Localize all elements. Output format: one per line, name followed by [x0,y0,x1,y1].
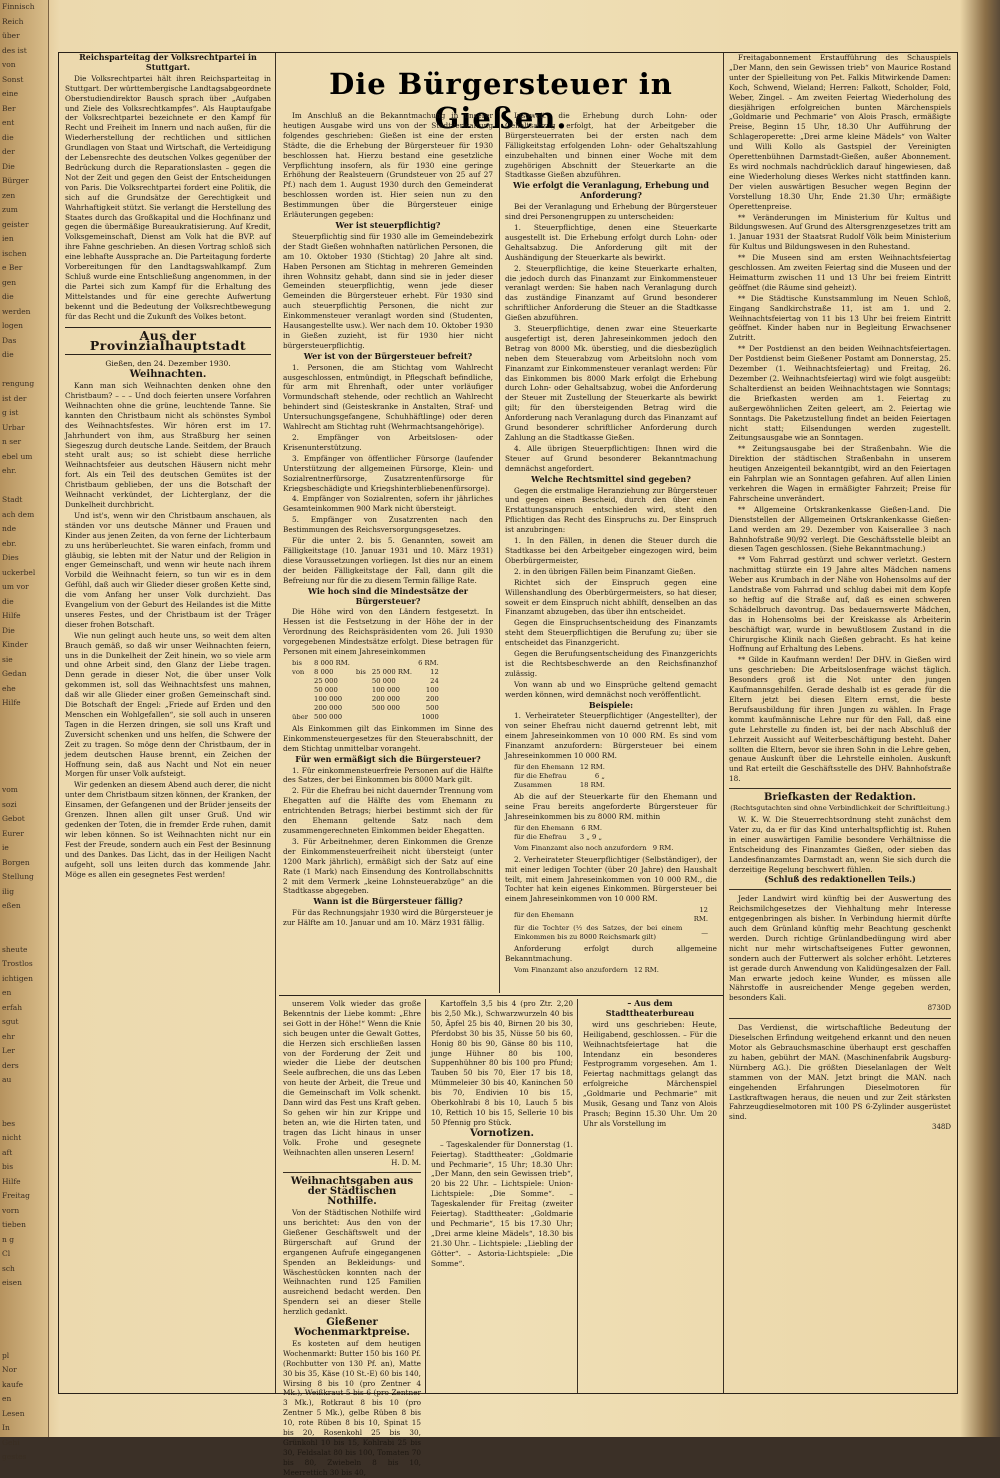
edge-text-fragment: Hilfe [2,1176,21,1186]
article-paragraph: 1. In den Fällen, in denen die Steuer durch die Stadtkasse bei den Arbeitgeber eingezogen wird, beim Oberbürgermeister, [505,536,717,565]
editorial-end-marker: (Schluß des redaktionellen Teils.) [764,874,916,885]
local-news: ** Gilde in Kaufmann werden! Der DHV. in Gießen wird uns geschrieben: Die Arbeitslosenfrage wächst täglich. Besonders groß ist die Not unter den jungen Kaufmannsgehilfen. Gerade deshalb ist es gerade für die Eltern jetzt bei diesen Eltern ernst, die beste Berufsausbildung für ihren Jungen zu wählen. In Frage kommt kaufmännische Lehre nur für den Fall, daß eine gute Lehrstelle zu finden ist, bei der nach Abschluß der Lehrzeit Aussicht auf Weiterbeschäftigung besteht. Daher sollten die Eltern, bevor sie ihren Sohn in die Lehre geben, genaue Auskunft über die Lehrstelle einholen. Auskunft und Rat erteilt die Geschäftsstelle des DHV. Bahnhofstraße 18. [729,655,951,784]
table-cell [353,713,369,722]
exemption-item: 1. Personen, die am Stichtag vom Wahlrecht ausgeschlossen, entmündigt, in Pflegschaft befindliche, für arm mit Ehrenhaft, oder unter vorläufiger Vormundschaft stehende, oder rechtlich an Wahlrecht behindert sind (Geisteskranke in Anstalten, Straf- und Untersuchungsgefangene, Schuhhäftlinge) oder deren Wahlrecht am Stichtag ruht (Wehrmachtsangehörige). [283,362,493,432]
column-rule [275,53,276,1393]
edge-text-fragment: Urbar [2,422,25,432]
edge-text-fragment: Borgen [2,857,30,867]
edge-text-fragment: aft [2,1147,13,1157]
table-row [511,763,608,772]
edge-text-fragment: die [2,132,14,142]
christmas-paragraph: Und ist's, wenn wir den Christbaum anschauen, als ständen vor uns deutsche Männer und Frauen und Kinder aus jenen Zeiten, da von ferne der Lichterbaum zu uns herüberleuchtet. Sie waren einfach, fromm und gläubig, sie lebten mit der Natur und der Religion in enger Gemeinschaft, und wenn wir heute nach ihrem Vorbild die Weihnacht feiern, so tun wir es in dem Gefühl, daß auch wir Glieder dieser großen Kette sind, die vom Anfang her unser Volk durchzieht. Das Evangelium von der Geburt des Heilandes ist die Mitte unseres Festes, und der Christbaum ist der Träger dieser frohen Botschaft. [65,510,271,629]
table-cell: 100 000 [371,685,400,694]
local-news: ** Zeitungsausgabe bei der Straßenbahn. Wie die Direktion der städtischen Straßenbahn in unserem heutigen Anzeigenteil bekanntgibt, wird an den Feiertagen ein Fahrplan wie an Sonntagen gefahren. Auf allen Linien verkehren die Wagen in ermäßigter Fahrzeit; Preise für Fahrscheine unverändert. [729,444,951,503]
edge-text-fragment [0,1291,48,1306]
edge-text-fragment: ien [2,234,14,243]
edge-text-fragment: ders [2,1060,19,1070]
edge-text-fragment: eisen [2,1278,22,1287]
edge-text-fragment: en [2,1394,12,1403]
table-cell: Zusammen [514,781,552,789]
table-row [511,906,711,924]
divider [729,889,951,890]
edge-text-fragment: bis [2,1162,14,1171]
edge-text-fragment [0,711,48,726]
advertorial-text: Jeder Landwirt wird künftig bei der Auswertung des Reichsmilchgesetzes der Viehhaltung mehr Interesse entgegenbringen als bisher. In Verbindung hiermit dürfte auch dem Grünland künftig mehr Beachtung geschenkt werden. Durch richtige Grünlandbedüngung wird aber nicht nur mehr wirtschaftseigenes Futter gewonnen, sondern auch der Futterwert als solcher erhöht. Letzteres ist gerade durch Anwendung von Kalidüngesalzen der Fall. Man erwarte jedoch keine Wunder, es müssen alle Nährstoffe in ausreichender Menge gegeben werden, besonders Kali. [729,894,951,1003]
mailbox-disclaimer: (Rechtsgutachten sind ohne Verbindlichkeit der Schriftleitung.) [730,804,950,813]
edge-text-fragment: werden [2,306,31,316]
column-3 [505,111,717,993]
advertorial-text: Das Verdienst, die wirtschaftliche Bedeutung der Dieselschen Erfindung weitgehend erkannt und den neuen Motor als Gebrauchsmaschine überhaupt erst geschaffen zu haben, gebührt der MAN. (Maschinenfabrik Augsburg-Nürnberg AG.). Die größten Dieselanlagen der Welt stammen von der MAN. Jetzt bringt die MAN. nach eingehenden Erfahrungen Dieselmotoren für Lastkraftwagen heraus, die neuen und zur Zeit stärksten Fahrzeugdieselmotoren mit 100 PS 6-Zylinder ausgerüstet sind. [729,1023,951,1122]
article-paragraph: Von wann ab und wo Einsprüche geltend gemacht werden können, wird demnächst noch veröffentlicht. [505,679,717,699]
edge-text-fragment: Eurer [2,828,24,838]
table-cell: 500 [425,703,439,712]
table-cell: 24 [430,676,439,685]
question-heading: Welche Rechtsmittel sind gegeben? [531,473,691,484]
page-frame [58,52,958,1477]
advertorial-code: 348D [932,1123,951,1132]
table-cell: für den Ehemann [514,763,574,771]
theater-headline: – Aus dem Stadttheaterbureau [605,998,695,1018]
edge-text-fragment: Die [2,161,15,171]
table-cell: 200 000 [314,703,343,712]
section-title: Aus der Provinzialhauptstadt [65,327,271,355]
table-cell [353,704,369,713]
divider [283,1172,421,1173]
table-cell: 50 000 [371,676,396,685]
table-cell: 8 000 [314,667,334,676]
mailbox-headline: Briefkasten der Redaktion. [764,792,916,804]
table-cell: 9 RM. [652,843,674,852]
edge-text-fragment [0,479,48,494]
edge-text-fragment: sch [2,1263,15,1273]
party-headline: Reichsparteitag der Volksrechtpartei in Stuttgart. [79,52,257,72]
edge-text-fragment: Ber [2,103,16,113]
bottom-column-c [583,999,717,1389]
edge-text-fragment [0,754,48,769]
edge-text-fragment: Das [2,335,17,345]
table-cell: 50 000 [314,685,338,694]
article-paragraph: Die Höhe wird von den Ländern festgesetzt. In Hessen ist die Festsetzung in der Höhe der in der Verordnung des Reichspräsidenten vom 26. Juli 1930 vorgegebenen Mindestsätze erfolgt. Diese betragen für Personen mit einem Jahreseinkommen [283,607,493,657]
edge-text-fragment: ebr. [2,538,17,548]
party-article: Die Volksrechtpartei hält ihren Reichsparteitag in Stuttgart. Der württembergische Landtagsabgeordnete Oberstudiendirektor Bausch sprach über „Aufgaben und Ziele des Volksrechtkampfes“. Als Hauptaufgabe der Volksrechtpartei bezeichnete er den Kampf für Recht und Freiheit im Innern und nach außen, für die Wiederherstellung der rechtlichen und sittlichen Grundlagen von Staat und Wirtschaft, die Verteidigung der Lebensrechte des deutschen Volkes gegenüber der Bedrückung durch die Reparationslasten – gegen die Not der Zeit und gegen den Geist der Entscheidungen von Paris. Die Volksrechtpartei fordert eine Politik, die sich auf die Grundsätze der Gerechtigkeit und Wahrhaftigkeit stützt. Sie verlangt die Herstellung des Staates durch das Großkapital und die Hochfinanz und gegen die übermäßige Bureaukratisierung. Auf Kredit, Volksgemeinschaft, Dienst am Volk hat die BVP. auf ihre Fahne geschrieben. An diesen Vortrag schloß sich eine lebhafte Aussprache an. Die Parteitagung forderte Vorbereitungen für den Landtagswahlkampf. Zum Schluß wurde eine Entschließung angenommen, in der die Partei sich zum Kampf für die Erhaltung des Mittelstandes und für eine gerechte Aufwertung bekennt und die Bedeutung der Volksrechtbewegung für das Recht und die Zukunft des Volkes betont. [65,73,271,321]
local-news: ** Die Museen sind am ersten Weihnachtsfeiertag geschlossen. Am zweiten Feiertag sind die Museen und der Heimatturm zwischen 11 und 13 Uhr bei freiem Eintritt geöffnet (die Räume sind geheizt). [729,253,951,292]
edge-text-fragment: Hilfe [2,698,21,707]
reduction-item: 2. Für die Ehefrau bei nicht dauernder Trennung vom Ehegatten auf die Hälfte des vom Ehemann zu entrichtenden Betrags; hierbei bestimmt sich der für den Ehemann geltende Satz nach dem zusammengerechneten Einkommen beider Ehegatten. [283,786,493,835]
table-cell [289,677,311,686]
edge-text-fragment [0,1305,48,1320]
example-table [511,906,711,942]
table-cell: 12 RM. [693,906,708,924]
divider [729,1018,951,1019]
local-news: ** Der Postdienst an den beiden Weihnachtsfeiertagen. Der Postdienst beim Gießener Postamt am Donnerstag, 25. Dezember (1. Weihnachtsfeiertag) und Freitag, 26. Dezember (2. Weihnachtsfeiertag) wird wie folgt ausgeübt: Schalterdienst an beiden Weihnachtstagen wie Sonntags; die Briefkasten werden am 1. Feiertag zu außergewöhnlichen Zeiten geleert, am 2. Feiertag wie Sonntags. Die Paketzustellung findet an beiden Feiertagen nicht statt; Eilsendungen werden zugestellt. Zeitungsausgabe wie an Sonntagen. [729,344,951,443]
column-rule [499,111,500,993]
edge-text-fragment: Stellung [2,872,34,881]
edge-text-fragment: gen [2,277,17,287]
table-cell [369,713,415,722]
market-prices: Es kosteten auf dem heutigen Wochenmarkt: Butter 150 bis 160 Pf. (Rochbutter von 130 Pf. an), Matte 30 bis 35, Käse (10 St.-E) 60 bis 140, Wirsing 8 bis 10 (pro Zentner 4 Mk.), Weißkraut 5 bis 6 (pro Zentner 3 Mk.), Rotkraut 8 bis 10 (pro Zentner 5 Mk.), gelbe Rüben 8 bis 10, rote Rüben 8 bis 10, Spinat 15 bis 20, Rosenkohl 25 bis 30, Grünkohl 10 bis 15, Kohlrabi 25 bis 30, Feldsalat 80 bis 100, Tomaten 70 bis 80, Zwiebeln 8 bis 10, Meerrettich 30 bis 40, [283,1338,421,1477]
table-row [289,695,442,704]
market-prices-continued: Kartoffeln 3,5 bis 4 (pro Ztr. 2,20 bis 2,50 Mk.), Schwarzwurzeln 40 bis 50, Äpfel 25 bis 40, Birnen 20 bis 30, Pferdobst 30 bis 35, Nüsse 50 bis 60, Honig 80 bis 90, Gänse 80 bis 110, junge Hühner 80 bis 100, Suppenhühner 80 bis 100 pro Pfund; Tauben 50 bis 70, Eier 17 bis 18, Mümmeleier 30 bis 40, Kaninchen 50 bis 70, Endivien 10 bis 15, Oberkohlrabi 8 bis 10, Lauch 5 bis 10, Rettich 10 bis 15, Sellerie 10 bis 50 Pfennig pro Stück. [431,999,573,1127]
edge-text-fragment [0,725,48,740]
table-cell: 8 000 RM. [314,658,350,667]
edge-text-fragment: erfah [2,1002,23,1012]
table-cell [289,695,311,704]
table-cell: 1000 [421,712,439,721]
article-paragraph: Gegen die erstmalige Heranziehung zur Bürgersteuer und gegen einen Bescheid, durch den über einen Erstattungsanspruch entschieden wird, steht den Pflichtigen das Recht des Einspruchs zu. Der Einspruch ist anzubringen: [505,485,717,535]
edge-text-fragment: ischen [2,248,27,258]
table-row [511,781,608,790]
table-cell: für die Tochter (½ des Satzes, der bei einem Einkommen bis zu 8000 Reichsmark gilt) [514,924,683,942]
table-row [289,713,442,722]
edge-text-fragment: vorn [2,1205,20,1215]
table-cell: 6 RM. [418,658,439,667]
edge-text-fragment: ichtigen [2,973,33,983]
article-paragraph: Für das Rechnungsjahr 1930 wird die Bürgersteuer je zur Hälfte am 10. Januar und am 10. März 1931 fällig. [283,908,493,928]
edge-text-fragment: Trostlos [2,959,33,968]
edge-text-fragment: Kinder [2,640,28,649]
table-cell: 3 „ 9 „ [579,832,603,841]
edge-text-fragment: Sonst [2,74,24,84]
table-cell: bis [292,658,303,667]
local-news: ** Allgemeine Ortskrankenkasse Gießen-Land. Die Dienststellen der Allgemeinen Ortskrankenkasse Gießen-Land werden am 29. Dezember von Kaiserallee 3 nach Bahnhofstraße 90/92 verlegt. Die Geschäftsstelle bleibt an diesen Tagen geschlossen. (Siehe Bekanntmachung.) [729,504,951,554]
edge-text-fragment: sgut [2,1017,19,1026]
example-text: 2. Verheirateter Steuerpflichtiger (Selbständiger), der mit einer ledigen Tochter (über 20 Jahre) den Haushalt teilt, mit einem Jahreseinkommen von 10 000 RM., die Tochter hat kein eigenes Einkommen. Bürgersteuer bei einem Jahreseinkommen von 10 000 RM. [505,854,717,904]
edge-text-fragment: bes [2,1118,16,1128]
table-cell: 18 RM. [579,781,605,789]
reduction-item: 1. Für einkommensteuerfreie Personen auf die Hälfte des Satzes, der bei Einkommen bis 8000 Mark gilt. [283,765,493,785]
announcements-text: – Tageskalender für Donnerstag (1. Feiertag). Stadttheater: „Goldmarie und Pechmarie“, 15 Uhr; 18.30 Uhr: „Der Mann, den sein Gewissen trieb“, 20 bis 22 Uhr. – Lichtspiele: Union-Lichtspiele: „Die Somme“. – Tageskalender für Freitag (zweiter Feiertag). Stadttheater: „Goldmarie und Pechmarie“, 15 bis 17.30 Uhr; „Drei arme kleine Mädels“, 18.30 bis 21.30 Uhr. – Lichtspiele: „Liebling der Götter“. – Astoria-Lichtspiele: „Die Somme“. [431,1139,573,1268]
article-paragraph: Richtet sich der Einspruch gegen eine Willenshandlung des Oberbürgermeisters, so hat dieser, soweit er dem Einspruch nicht abhilft, denselben an das Finanzamt abzugeben, das über ihn entscheidet. [505,577,717,617]
edge-text-fragment: des ist [2,45,27,55]
edge-text-fragment: der [2,147,15,156]
edge-text-fragment: ehe [2,683,16,693]
edge-text-fragment [0,1334,48,1349]
edge-text-fragment [0,769,48,784]
edge-text-fragment: sheute [2,944,28,954]
table-cell: 500 000 [371,703,400,712]
christmas-paragraph: Wie nun gelingt auch heute uns, so weit dem alten Brauch gemäß, so daß wir unser Weihnachten feiern, uns in die Dunkelheit der Zeit hinein, wo so viele arm und ohne Arbeit sind, den Glanz der Liebe tragen. Denn gerade in dieser Not, die über unser Volk gekommen ist, soll das Weihnachtsfest uns mahnen, daß wir alle Glieder einer großen Gemeinschaft sind. Die Botschaft der Engel: „Friede auf Erden und den Menschen ein Wohlgefallen“, sie soll auch in unseren Tagen in die Herzen dringen, sie soll uns Kraft und Zuversicht schenken und uns helfen, die Schwere der Zeit zu tragen. So möge denn der Christbaum, der in jedem deutschen Hause brennt, ein Zeichen der Hoffnung sein, daß aus Nacht und Not ein neuer Morgen für unser Volk aufsteigt. [65,630,271,779]
dateline: Gießen, den 24. Dezember 1930. [105,359,231,369]
adjacent-page-edge [0,0,49,1461]
question-heading: Für wen ermäßigt sich die Bürgersteuer? [295,753,481,764]
edge-text-fragment: ehr [2,1031,15,1041]
examples-heading: Beispiele: [588,699,634,710]
edge-text-fragment: Freitag [2,1191,30,1200]
table-cell: für die Ehefrau [514,772,567,780]
table-cell: für den Ehemann [514,823,574,832]
edge-text-fragment [0,928,48,943]
gifts-article: Von der Städtischen Nothilfe wird uns berichtet: Aus den von der Gießener Geschäftswelt und der Bürgerschaft auf Grund der ergangenen Aufrufe eingegangenen Spenden an Bekleidungs- und Wäschestücken konnten nach der Weihnachten rund 125 Familien ausreichend bedacht werden. Den Spendern sei an dieser Stelle herzlich gedankt. [283,1208,421,1317]
column-rule [425,999,426,1393]
edge-text-fragment: Cl [2,1249,11,1258]
article-title: Die Bürgersteuer in Gießen. [329,67,673,135]
local-news: ** Veränderungen im Ministerium für Kultus und Bildungswesen. Auf Grund des Altersgrenzgesetzes tritt am 1. Januar 1931 der Staatsrat Rudolf Völk beim Ministerium für Kultus und Bildungswesen in den Ruhestand. [729,212,951,252]
edge-text-fragment: um vor [2,582,29,591]
edge-text-fragment: ilig [2,886,14,896]
christmas-headline: Weihnachten. [129,369,207,381]
edge-text-fragment: ach dem [2,509,35,519]
table-cell: 25 000 RM. [371,667,413,676]
table-cell: 12 [430,667,439,676]
bottom-column-b [431,999,573,1389]
table-cell [353,695,369,704]
table-cell: Vom Finanzamt also anzufordern [514,966,628,975]
table-row [289,659,442,668]
edge-text-fragment: n ser [2,437,22,446]
table-cell: bis [355,667,366,676]
edge-text-fragment: die [2,596,14,606]
column-rule [723,53,724,1393]
edge-text-fragment: uckerbel [2,567,36,577]
edge-text-fragment: Dies [2,553,19,562]
reduction-item: 3. Für Arbeitnehmer, deren Einkommen die Grenze der Einkommensteuerfreiheit nicht übersteigt (unter 1200 Mark jährlich), ermäßigt sich der Satz auf eine Rate (1 Mark) nach Einsendung des Kontrollabschnitts 2 mit dem Vermerk „keine Lohnsteuerabzüge“ an die Stadtkasse abgegeben. [283,836,493,896]
edge-text-fragment: g ist [2,408,19,417]
edge-text-fragment: von [2,60,16,69]
article-paragraph: 1. Steuerpflichtige, denen eine Steuerkarte ausgestellt ist. Die Erhebung erfolgt durch Lohn- oder Gehaltsabzug. Die Anforderung gilt mit der Aushändigung der Steuerkarte als bewirkt. [505,222,717,262]
edge-text-fragment: ent [2,118,15,127]
christmas-conclusion: unserem Volk wieder das große Bekenntnis der Liebe kommt: „Ehre sei Gott in der Höhe!“ Wenn die Knie sich beugen unter die Gewalt Gottes, die Herzen sich erschließen lassen von der Forderung der Zeit und wieder die Liebe der deutschen Seele aufbrechen, die uns das Leben von heute der Arbeit, die Treue und die Gemeinschaft im Volk schenkt. Dann wird das Fest uns Kraft geben. So gehen wir hin zur Krippe und beten an, wie die Hirten taten, und tragen das Licht hinaus in unser Volk. Frohe und gesegnete Weihnachten allen unseren Lesern! [283,999,421,1157]
edge-text-fragment: sie [2,654,13,664]
example-text: Ab die auf der Steuerkarte für den Ehemann und seine Frau bereits angeforderte Bürgersteuer für Jahreseinkommen bis zu 8000 RM. mithin [505,792,717,821]
example-table [511,824,605,842]
table-row [511,966,662,975]
example-total [511,844,676,853]
article-paragraph: 4. Alle übrigen Steuerpflichtigen: Ihnen wird die Steuer auf Grund besonderer Bekanntmachung demnächst angefordert. [505,443,717,473]
table-cell: für die Ehefrau [514,832,567,841]
divider [729,788,951,789]
edge-text-fragment: Ler [2,1046,16,1055]
edge-text-fragment: Bürger [2,176,29,185]
edge-text-fragment [0,914,48,929]
exemption-item: 4. Empfänger von Sozialrenten, sofern ihr jährliches Gesamteinkommen 900 Mark nicht übersteigt. [283,494,493,514]
edge-text-fragment: pl [2,1350,10,1360]
article-paragraph: Gegen die Einspruchsentscheidung des Finanzamts steht dem Steuerpflichtigen die Berufung zu; über sie entscheidet das Finanzgericht. [505,618,717,648]
advertorial-code: 8730D [927,1004,951,1013]
table-cell [289,704,311,713]
edge-text-fragment: ehr. [2,466,17,475]
exemption-item: 2. Empfänger von Arbeitslosen- oder Krisenunterstützung. [283,433,493,452]
edge-text-fragment [0,1088,48,1103]
question-heading: Wer ist von der Bürgersteuer befreit? [303,350,473,361]
article-paragraph: Für die unter 2. bis 5. Genannten, soweit am Fälligkeitstage (10. Januar 1931 und 10. März 1931) diese Voraussetzungen vorliegen. Ist dies nur an einem der beiden Fälligkeitstage der Fall, dann gilt die Befreiung nur für die zu diesem Termin fällige Rate. [283,536,493,585]
table-row [511,924,711,942]
edge-text-fragment: In [2,1423,10,1432]
local-news: ** Vom Fahrrad gestürzt und schwer verletzt. Gestern nachmittag stürzte ein 19 Jahre altes Mädchen namens Weber aus Krumbach in der Nähe von Hohensolms auf der Landstraße vom Fahrrad und schlug dabei mit dem Kopfe so heftig auf die Straße auf, daß es einen schweren Schädelbruch davontrug. Das bedauernswerte Mädchen, das in Hohensolms bei der Kreiskasse als Arbeiterin beschäftigt war, wurde in bewußtlosem Zustand in die Chirurgische Klinik nach Gießen gebracht. Es hat keine Hoffnung auf Erhaltung des Lebens. [729,555,951,654]
edge-text-fragment: Die [2,625,15,635]
table-cell: 100 [425,685,439,694]
edge-text-fragment: n g [2,1234,15,1244]
edge-text-fragment: Nor [2,1365,17,1374]
edge-text-fragment: zum [2,205,18,214]
example-text: Anforderung erfolgt durch allgemeine Bekanntmachung. [505,944,717,964]
article-paragraph: 2. Steuerpflichtige, die keine Steuerkarte erhalten, die jedoch durch das Finanzamt zur Einkommensteuer veranlagt werden: Sie haben nach Veranlagung durch das zuständige Finanzamt auf Grund besonderer schriftlicher Anforderung die Steuer an die Stadtkasse Gießen abzuführen. [505,263,717,323]
edge-text-fragment: über [2,31,20,40]
local-news: ** Die Städtische Kunstsammlung im Neuen Schloß, Eingang Sandkirchstraße 11, ist am 1. und 2. Weihnachtsfeiertag von 11 bis 13 Uhr bei freiem Eintritt geöffnet. Kinder haben nur in Begleitung Erwachsener Zutritt. [729,293,951,343]
edge-text-fragment: nicht [2,1133,22,1142]
table-cell: von [292,667,305,676]
column-rule [577,999,578,1393]
edge-text-fragment: Stadt [2,495,23,504]
table-cell [369,659,415,668]
edge-text-fragment: Gehi [2,1437,20,1447]
article-paragraph: 2. in den übrigen Fällen beim Finanzamt Gießen. [514,566,696,576]
edge-text-fragment: eine [2,89,19,98]
table-cell: über [292,712,308,721]
edge-text-fragment: ist der [2,393,27,403]
local-news: Freitagabonnement Erstaufführung des Schauspiels „Der Mann, den sein Gewissen trieb“ von Maurice Rostand unter der Spielleitung von Pet. Falkis Mitwirkende Damen: Koch, Schwend, Wieland; Herren: Falkott, Scholder, Fold, Weber, Zingel. – Am zweiten Feiertag Wiederholung des diesjährigen erfolgreichen bunten Märchenspiels „Goldmarie und Pechmarie“ von Alois Prasch, ermäßigte Preise, Beginn 15 Uhr, 18.30 Uhr Aufführung der Schlageroperette: „Drei arme kleine Mädels“ von Walter und Willi Kollo als Gastspiel der Vereinigten Operettenbühnen Darmstadt-Gießen, außer Abonnement. Es wird nochmals nachdrücklich darauf hingewiesen, daß eine Wiederholung dieses Werkes nicht stattfinden kann. Der vielen auswärtigen Besucher wegen Beginn der Vorstellung 18.30 Uhr, Ende 21.30 Uhr; ermäßigte Operettenpreise. [729,53,951,211]
edge-text-fragment: gestes [2,1452,27,1461]
theater-text: wird uns geschrieben: Heute, Heiligabend, geschlossen. – Für die Weihnachtsfeiertage hat die Intendanz ein besonderes Festprogramm vorgesehen. Am 1. Feiertag nachmittags gelangt das erfolgreiche Märchenspiel „Goldmarie und Pechmarie“ mit Musik, Gesang und Tanz von Alois Prasch; Beginn 15.30 Uhr. Um 20 Uhr als Vorstellung im [583,1019,717,1128]
bottom-column-a [283,999,421,1477]
edge-text-fragment: Gedan [2,669,27,678]
table-row [289,686,442,695]
edge-text-fragment: geister [2,219,29,229]
edge-text-fragment: rengung [2,379,35,388]
table-cell: 6 „ [594,772,605,780]
table-row [289,677,442,686]
example-table [511,763,608,790]
edge-text-fragment [0,1320,48,1335]
article-paragraph: Steuerpflichtig sind für 1930 alle im Gemeindebezirk der Stadt Gießen wohnhaften natürlichen Personen, die am 10. Oktober 1930 (Stichtag) 20 Jahre alt sind. Haben Personen am Stichtag in mehreren Gemeinden ihren Wohnsitz gehabt, dann sind sie in jeder dieser Gemeinden steuerpflichtig, wenn jede dieser Gemeinden die Bürgersteuer erhebt. Für 1930 sind auch steuerpflichtig Personen, die nicht zur Einkommensteuer veranlagt worden sind (Studenten, Hausangestellte usw.). Wer nach dem 10. Oktober 1930 in Gießen zuzieht, ist für 1930 hier nicht bürgersteuerpflichtig. [283,231,493,350]
christmas-paragraph: Kann man sich Weihnachten denken ohne den Christbaum? – – – Und doch feierten unsere Vorfahren Weihnachten ohne die grüne, leuchtende Tanne. Sie kannten den Christbaum nicht als schönstes Symbol des Weihnachtsfestes. Wir hören erst im 17. Jahrhundert von ihm, aus Straßburg her seinen Siegeszug durch deutsche Lande. Seitdem, der Brauch steht uralt aus; so ist schiebt diese herrliche Weihnachtsfeier aus deutschen Häusern nicht mehr fort. Als ein Teil des deutschen Gemütes ist der Christbaum geblieben, der uns die Botschaft der Weihnacht verkündet, der Lichterglanz, der die Dunkelheit durchbricht. [65,381,271,509]
question-heading: Wer ist steuerpflichtig? [335,219,441,230]
edge-text-fragment [0,740,48,755]
edge-text-fragment [0,363,48,378]
edge-text-fragment: die [2,292,14,301]
table-cell [289,686,311,695]
column-1 [65,53,271,1393]
table-cell: — [701,928,708,937]
table-cell: Vom Finanzamt also noch anzufordern [514,843,647,852]
article-paragraph: Bei der Veranlagung und Erhebung der Bürgersteuer sind drei Personengruppen zu unterscheiden: [505,202,717,222]
table-row [511,772,608,781]
edge-text-fragment: die [2,350,14,359]
table-cell: 200 [425,694,439,703]
section-divider [279,995,723,996]
table-cell: 200 000 [371,694,400,703]
edge-text-fragment: logen [2,321,23,330]
edge-text-fragment: au [2,1075,12,1084]
edge-text-fragment: eßen [2,901,21,910]
article-paragraph: 3. Steuerpflichtige, denen zwar eine Steuerkarte ausgefertigt ist, deren Jahreseinkommen jedoch den Betrag von 8000 Mk. überstieg, und die diesbezüglich neben dem Steuerabzug vom Arbeitslohn noch vom Finanzamt zur Einkommensteuer veranlagt werden: Für das Einkommen bis 8000 Mark erfolgt die Erhebung durch Lohn- oder Gehaltsabzug, wobei die Anforderung der Steuer mit Zustellung der Steuerkarte als bewirkt gilt; für den übersteigenden Betrag wird die Anforderung nach Veranlagung durch das Finanzamt auf Grund besonderer schriftlicher Anforderung durch Zahlung an die Stadtkasse Gießen. [505,324,717,442]
column-4 [729,53,951,1393]
edge-text-fragment: vom [2,785,18,794]
announcements-headline: Vornotizen. [470,1127,534,1139]
example-text: 1. Verheirateter Steuerpflichtiger (Angestellter), der von seiner Ehefrau nicht dauernd getrennt lebt, mit einem Jahreseinkommen von 10 000 RM. Es sind vom Finanzamt anzufordern: Bürgersteuer bei einem Jahreseinkommen 10 000 RM. [505,711,717,761]
article-intro: Im Anschluß an die Bekanntmachung in unserer heutigen Ausgabe wird uns von der Stadtverwaltung folgendes geschrieben: Gießen ist eine der ersten Städte, die die Erhebung der Bürgersteuer für 1930 beschlossen hat. Hierzu bestand eine gesetzliche Verpflichtung insofern, als für 1930 eine geringe Erhöhung der Realsteuern (Grundsteuer von 25 auf 27 Pf.) nach dem 1. August 1930 durch den Gemeinderat beschlossen worden ist. Hier seien nun zu den Bestimmungen über die Bürgersteuer einige Erläuterungen gegeben: [283,111,493,220]
author-signature: H. D. M. [391,1158,421,1167]
example-total [511,966,662,975]
question-heading: Wie erfolgt die Veranlagung, Erhebung und Anforderung? [513,180,709,201]
question-heading: Wann ist die Bürgersteuer fällig? [313,896,463,907]
edge-text-fragment: Lesen [2,1408,25,1418]
table-cell: für den Ehemann [514,910,574,919]
rate-table [289,659,442,722]
edge-text-fragment: en [2,988,12,997]
edge-text-fragment: Reich [2,16,24,26]
table-cell: 6 RM. [581,823,603,832]
table-row [289,704,442,713]
table-cell [353,677,369,686]
table-cell: 100 000 [314,694,343,703]
edge-text-fragment: Gebot [2,814,25,823]
christmas-paragraph: Wir gedenken an diesem Abend auch derer, die nicht unter dem Christbaum sitzen können, der Kranken, der Einsamen, der Gefangenen und der Brüder jenseits der Grenzen. Ihnen allen gilt unser Gruß. Und wir gedenken der Toten, die in fremder Erde ruhen, damit wir leben können. So ist Weihnachten nicht nur ein Fest der Freude, sondern auch ein Fest der Besinnung und des Dankes. Das Licht, das in der Heiligen Nacht aufgeht, soll uns leiten durch das kommende Jahr. Möge es allen ein gesegnetes Fest werden! [65,780,271,879]
table-cell: 25 000 [314,676,338,685]
edge-text-fragment: Finnisch [2,2,35,11]
article-paragraph: Gegen die Berufungsentscheidung des Finanzgerichts ist die Rechtsbeschwerde an den Reichsfinanzhof zulässig. [505,649,717,678]
question-heading: Wie hoch sind die Mindestsätze der Bürgersteuer? [308,585,468,606]
article-paragraph: Insoweit die Erhebung durch Lohn- oder Gehaltsabzug erfolgt, hat der Arbeitgeber die Bürgersteuerraten bei der ersten nach dem Fälligkeitstag erfolgenden Lohn- oder Gehaltszahlung einzubehalten und binnen einer Woche mit dem zugehörigen Abschnitt der Steuerkarte an die Stadtkasse Gießen abzuführen. [505,111,717,180]
edge-text-fragment: zen [2,190,16,200]
article-paragraph: Als Einkommen gilt das Einkommen im Sinne des Einkommensteuergesetzes für den Steuerabschnitt, der dem Stichtag unmittelbar vorangeht. [283,723,493,753]
edge-text-fragment: Hilfe [2,611,21,620]
edge-text-fragment [0,1102,48,1117]
table-row [511,833,605,842]
edge-text-fragment: ebel um [2,451,33,461]
edge-text-fragment: sozi [2,799,17,809]
exemption-item: 5. Empfänger von Zusatzrenten nach den Bestimmungen des Reichsversorgungsgesetzes. [283,515,493,535]
table-row [511,824,605,833]
market-headline: Gießener Wochenmarktpreise. [294,1317,410,1338]
table-cell: 12 RM. [633,966,659,975]
exemption-item: 3. Empfänger von öffentlicher Fürsorge (laufender Unterstützung der allgemeinen Fürsorge, Klein- und Sozialrentnerfürsorge, Zusatzrentenfürsorge für Kriegsbeschädigte und Kriegshinterbliebenenfürsorge). [283,453,493,493]
edge-text-fragment: kaufe [2,1379,24,1389]
column-2 [283,111,493,993]
mailbox-text: W. K. W. Die Steuerrechtsordnung steht zunächst dem Vater zu, da er für das Kind unterhaltspflichtig ist. Ruhen in einer auswärtigen Familie besondere Verhältnisse die Entscheidung des Finanzamtes Gießen, oder sieben das Landesfinanzamtes Darmstadt an, wenn Sie sich durch die derzeitige Regelung beschwert fühlen. [729,814,951,874]
table-row [289,668,442,677]
table-cell: 12 RM. [579,763,605,771]
edge-text-fragment: nde [2,524,17,533]
table-cell: 500 000 [314,712,343,721]
edge-text-fragment: e Ber [2,263,23,272]
edge-text-fragment: ie [2,843,9,852]
table-cell [353,659,369,668]
table-row [511,844,676,853]
gifts-headline: Weihnachtsgaben aus der Städtischen Nothilfe. [290,1176,414,1208]
edge-text-fragment: tieben [2,1220,26,1229]
table-cell [353,686,369,695]
